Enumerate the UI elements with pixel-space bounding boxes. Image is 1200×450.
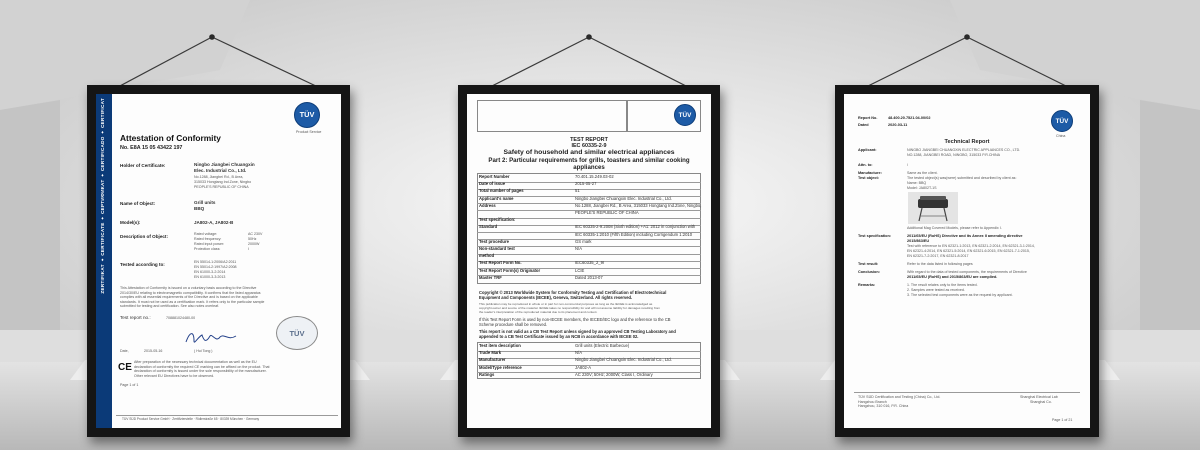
attestation-certificate (96, 94, 341, 428)
report-field-value: IEC 60335-2-9:2008 (Sixth edition) +A1: 2012 in conjunction with (575, 224, 696, 230)
technical-report-title: Technical Report (944, 139, 990, 145)
description-label: Description of Object: (120, 234, 168, 239)
report-field-label: method (479, 253, 495, 259)
report-field-value: LCIE (575, 267, 585, 273)
applicant-line-2: NO.1288, JIANGBEI ROAD, NINGBO, 315033 P.R.CHINA (907, 153, 1001, 157)
report-part: Part 2: Particular requirements for grills, toasters and similar cooking (488, 157, 690, 164)
copyright-line-4: copyright owner and source of the material. IECEE takes no responsibility for and will not assume liability for damages resulting from (479, 306, 661, 310)
footer-address: Hangzhou, 310 016, P.R. China (858, 404, 909, 408)
country-caption: China (1056, 134, 1066, 138)
item-field-label: Manufacturer (479, 357, 506, 363)
spec-line-1: 2011/65/EU (RoHS) Directive and its Annex II amending directive (907, 234, 1023, 238)
report-no-value: 48.400.20.7521.04-00/02 (888, 116, 931, 120)
photo-caption: Additional Mag Covered Models, please refer to Appendix I. (907, 226, 1002, 230)
attn-value: / (907, 163, 908, 167)
copyright-line-5: the reader's interpretation of the reproduced material due to its placement and context. (479, 310, 598, 314)
footnote-1: After preparation of the necessary technical documentation as well as the EU (134, 360, 257, 364)
item-field-label: Test item description (479, 343, 521, 348)
copyright-line-3: This publication may be reproduced in whole or in part for non-commercial purposes as long as the IECEE is acknowledged as (479, 302, 653, 306)
conclusion-line-1: With regard to the data of tested components, the requirements of Directive (907, 270, 1027, 274)
report-standard: IEC 60335-2-9 (571, 143, 607, 149)
footnote-2: declaration of conformity the required CE marking can be affixed on the product. That (134, 364, 270, 369)
page-indicator: Page 1 of 21 (1052, 418, 1073, 422)
side-band-text: ZERTIFIKAT ♦ CERTIFICATE ♦ СЕРТИФИКАТ ♦ CERTIFICADO ♦ CERTIFICAT (100, 98, 105, 294)
conclusion-label: Conclusion: (858, 270, 880, 274)
report-field-value: 70.401.15.249.03-02 (575, 174, 614, 179)
grill-product-photo (908, 192, 958, 224)
footer-lab-city: Shanghai Co. (1030, 399, 1052, 404)
rated-power-label: Rated input power: (194, 242, 225, 246)
validity-note-1: This report is not valid as a CB Test Report unless signed by an approved CB Testing Laboratory and (479, 329, 676, 334)
item-field-label: Ratings (479, 371, 495, 377)
report-field-label: Master TRF (479, 274, 502, 280)
report-field-label: Address (479, 202, 496, 208)
item-field-value: N/A (575, 350, 582, 356)
item-field-value: JA802-A (575, 364, 592, 370)
standard-2: EN 55014-2:1997/A2:2008 (194, 265, 237, 269)
tuv-logo (1051, 110, 1073, 132)
rated-frequency-value: 50Hz (248, 237, 257, 241)
copyright-line-1: Copyright © 2013 Worldwide System for Conformity Testing and Certification of Electrotechnical (479, 290, 667, 295)
frame-test-report (458, 85, 720, 437)
date-label: Date, (120, 349, 129, 353)
report-field-label: Applicant's name (479, 195, 514, 201)
svg-text:TÜV: TÜV (299, 109, 315, 119)
spec-line-4: EN 62321-4:2014, EN 62321-5:2014, EN 62321-6:2015, EN 62321-7-1:2015, (907, 249, 1030, 253)
standard-4: EN 61000-3-3:2013 (194, 275, 226, 279)
applicant-line-1: NINGBO JIANGBEI CHUANGXIN ELECTRIC APPLIANCES CO., LTD. (907, 148, 1021, 152)
report-field-label: Non-standard test (479, 246, 515, 251)
svg-text:TÜV: TÜV (289, 328, 305, 338)
item-field-label: Trade Mark (479, 350, 502, 356)
report-field-label: Test Report Form(s) Originator (479, 267, 541, 273)
report-no-label: Report No. (858, 116, 878, 120)
manufacturer-label: Manufacture: (858, 171, 882, 175)
report-field-value: 51 (575, 188, 580, 194)
test-report-document (467, 94, 711, 428)
spec-line-2: 2015/863/EU (907, 239, 930, 243)
spec-line-5: EN 62321-7-2:2017, EN 62321-8:2017 (907, 254, 969, 258)
item-field-value: AC 230V; 50Hz; 2000W; Class I, Ordinary (575, 371, 653, 377)
spec-label: Test specification: (858, 234, 892, 238)
footer-divider (854, 392, 1080, 393)
report-field-label: Standard (479, 224, 498, 230)
signature-image (182, 327, 240, 349)
body-line-2: 2014/30/EU relating to electromagnetic compatibility. It confirms that the listed apparatus (120, 290, 261, 295)
date-value: 2015-05-16 (144, 349, 163, 353)
holder-label: Holder of Certificate: (120, 163, 166, 168)
object-value-2: BBQ (194, 206, 205, 211)
remark-3: 3. The selected test components were as the request by applicant. (907, 293, 1013, 297)
report-field-value: Ningbo Jiangbei Chuangxin Elec. Industrial Co., Ltd. (575, 195, 672, 201)
footer-lab: Shanghai Electrical Lab (1020, 395, 1058, 399)
report-field-value: PEOPLE'S REPUBLIC OF CHINA (575, 210, 639, 215)
body-line-3: complies with all essential requirements of the Directive and is based on the applicable (120, 295, 258, 299)
report-field-value: GS mark (575, 238, 592, 244)
report-subject: Safety of household and similar electrical appliances (503, 149, 675, 156)
frame-attestation (87, 85, 350, 437)
cb-note-2: Scheme procedure shall be removed. (479, 322, 548, 327)
test-object-line-3: Model: JA802T-1S (907, 186, 937, 190)
protection-class-value: I (248, 247, 249, 251)
signer-name: ( Hui Tong ) (194, 349, 213, 353)
protection-class-label: Protection class: (194, 247, 221, 251)
rated-power-value: 2000W (248, 242, 260, 246)
result-value: Refer to the data listed in following pages (907, 262, 973, 266)
holder-name-2: Elec. Industrial Co., Ltd. (194, 168, 247, 173)
holder-address-3: PEOPLE'S REPUBLIC OF CHINA (194, 185, 249, 189)
item-field-value: Grill units (Electric Barbecue) (575, 343, 630, 348)
item-field-row-divider (477, 351, 701, 352)
report-field-value: Dated 2013-07 (575, 274, 603, 280)
spec-line-3: Test with reference to EN 62321-1:2013, EN 62321-2:2014, EN 62321-3-1:2014, (907, 244, 1035, 248)
standard-3: EN 61000-3-2:2014 (194, 270, 226, 274)
report-label: Test report no.: (120, 315, 151, 320)
body-line-5: submitted for testing and certification. See also notes overleaf. (120, 304, 220, 308)
dated-label: Dated (858, 123, 869, 127)
svg-text:TÜV: TÜV (678, 111, 692, 119)
tuv-logo (674, 104, 696, 126)
item-field-value: Ningbo Jiangbei Chuangxin Elec. Industrial Co., Ltd. (575, 357, 672, 363)
report-value: 708881024480-00 (166, 316, 196, 320)
report-heading: TEST REPORT (570, 137, 608, 143)
report-field-value: IEC60335_2_9I (575, 260, 605, 266)
footnote-4: Other relevant EU Directives have to be observed. (134, 373, 215, 378)
conclusion-line-2: 2011/65/EU (RoHS) and 2015/863/EU are complied. (907, 275, 998, 279)
rated-frequency-label: Rated frequency: (194, 237, 222, 241)
footer-divider (116, 415, 338, 416)
svg-text:TÜV: TÜV (1055, 117, 1069, 125)
object-value: Grill units (194, 200, 216, 205)
frame-technical-report (835, 85, 1099, 437)
validity-note-2: appended to a CB Test Certificate issued by an NCB in accordance with IECEE 02. (479, 334, 639, 339)
models-label: Model(s): (120, 220, 141, 225)
item-field-label: Model/Type reference (479, 364, 522, 370)
ce-mark: CE (118, 362, 132, 373)
object-label: Name of Object: (120, 201, 156, 206)
standard-1: EN 55014-1:2006/A2:2011 (194, 260, 237, 264)
footer-branch: Hangzhou Branch (858, 399, 887, 404)
rated-voltage-value: AC 230V (248, 232, 263, 236)
models-value: JA802-A, JA802-B (194, 220, 234, 225)
remark-1: 1. The result relates only to the items tested. (907, 283, 978, 287)
applicant-label: Applicant: (858, 148, 877, 152)
remarks-label: Remarks: (858, 283, 876, 287)
footnote-3: declaration of conformity is issued under the sole responsibility of the manufacturer. (134, 369, 267, 373)
result-label: Test result: (858, 262, 879, 266)
tested-label: Tested according to: (120, 262, 165, 267)
manufacturer-value: Same as the client. (907, 171, 938, 175)
report-field-label: Test procedure (479, 238, 509, 244)
report-field-value: N/A (575, 246, 582, 251)
tuv-logo (294, 102, 320, 128)
holder-address-1: No.1288, Jiangbei Rd., B Area, (194, 175, 244, 179)
certificate-side-band (96, 94, 112, 428)
footer-issuer: TÜV SÜD Product Service GmbH · Zertifizierstelle · Ridlerstraße 65 · 80339 München · Germany (122, 417, 260, 421)
footer-company: TÜV SÜD Certification and Testing (China) Co., Ltd. (858, 395, 941, 399)
report-field-label: Report Number (479, 174, 510, 179)
copyright-line-2: Equipment and Components (IECEE), Geneva, Switzerland. All rights reserved. (479, 295, 633, 300)
report-field-label: Total number of pages (479, 188, 524, 194)
cb-note-1: If this Test Report Form is used by non-IECEE members, the IECEE/IEC logo and the reference to the CB (479, 317, 671, 322)
body-line-1: This Attestation of Conformity is issued on a voluntary basis according to the Directive (120, 286, 257, 290)
holder-name: Ningbo Jiangbei Chuangxin (194, 162, 255, 167)
report-field-value: No.1288, Jiangbei Rd., B Area, 315033 Hongtang Ind.Zone, Ningbo, (575, 202, 702, 208)
tuv-seal (276, 316, 318, 350)
report-field-label: Test Report Form No. (479, 260, 522, 266)
test-object-line-2: Name: BBQ (907, 181, 927, 185)
tuv-caption: Product Service (296, 130, 322, 134)
header-box-left (477, 100, 627, 132)
page-indicator: Page 1 of 1 (120, 383, 139, 387)
report-field-label: Test specification: (479, 217, 516, 223)
certificate-title: Attestation of Conformity (120, 133, 221, 143)
certificate-number: No. E8A 15 05 43422 197 (120, 145, 183, 151)
report-field-row-divider (477, 254, 701, 255)
report-field-value: 2015-05-27 (575, 181, 597, 187)
report-part-2: appliances (573, 164, 605, 171)
test-object-line-1: The tested object(s) was(were) submitted and described by client as: (907, 176, 1017, 180)
remark-2: 2. Samples were tested as received. (907, 288, 965, 292)
attn-label: Attn. to: (858, 163, 873, 167)
technical-report-document (844, 94, 1090, 428)
report-field-value: IEC 60335-1:2010 (Fifth Edition) including Corrigendum 1:2010 (575, 231, 693, 237)
test-object-label: Test object: (858, 176, 880, 180)
body-line-4: standards. It must not be used as a certification mark. It refers only to the particular sample (120, 299, 265, 304)
report-field-label: Date of issue (479, 181, 506, 187)
dated-value: 2020-03-11 (888, 123, 908, 127)
rated-voltage-label: Rated voltage: (194, 232, 218, 236)
holder-address-2: 315033 Hongtang Ind.Zone, Ningbo (194, 180, 252, 184)
